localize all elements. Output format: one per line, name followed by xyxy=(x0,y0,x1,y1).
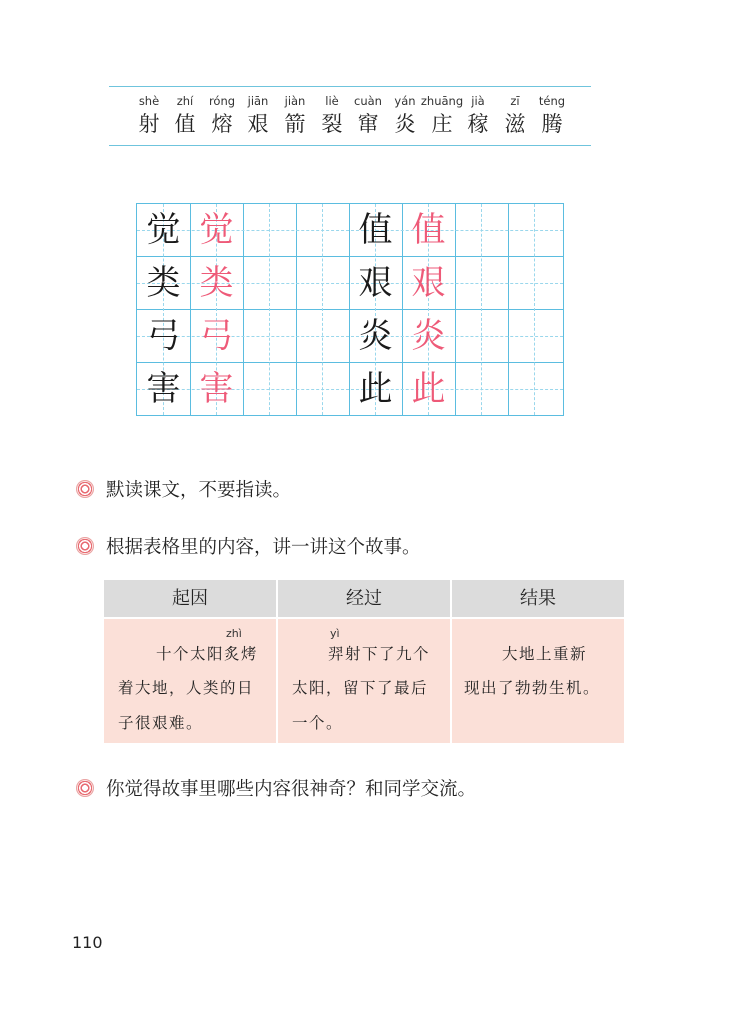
vocab-hanzi: 裂 xyxy=(321,112,343,136)
vocab-pinyin: jià xyxy=(471,94,485,108)
table-header-process: 经过 xyxy=(278,580,450,617)
cell-line: 太阳，留下了最后 xyxy=(292,679,429,697)
cell-line: 子很艰难。 xyxy=(118,714,204,732)
grid-trace-char: 艰 xyxy=(411,263,446,303)
grid-model-char: 炎 xyxy=(358,316,393,356)
grid-col-line xyxy=(243,204,244,415)
grid-model-char: 觉 xyxy=(146,210,181,250)
vocabulary-list xyxy=(131,92,571,138)
grid-col-line xyxy=(508,204,509,415)
task-retell xyxy=(76,532,421,560)
vocab-pinyin: zhuāng xyxy=(420,94,464,108)
grid-model-char: 害 xyxy=(146,369,181,409)
task-silent-read xyxy=(76,475,291,503)
table-header-cause: 起因 xyxy=(104,580,276,617)
vocab-pinyin: yán xyxy=(394,94,416,108)
cell-line: 现出了勃勃生机。 xyxy=(464,679,601,697)
vocab-pinyin: jiàn xyxy=(284,94,306,108)
vocab-hanzi: 庄 xyxy=(431,112,453,136)
grid-trace-char: 害 xyxy=(199,369,234,409)
vocab-hanzi: 腾 xyxy=(541,112,563,136)
ruby-annotation: yì xyxy=(330,627,340,640)
vocab-hanzi: 箭 xyxy=(284,112,306,136)
grid-trace-char: 类 xyxy=(199,263,234,303)
vocab-hanzi: 滋 xyxy=(504,112,526,136)
vocab-hanzi: 稼 xyxy=(467,112,489,136)
grid-guide xyxy=(322,204,323,415)
grid-trace-char: 炎 xyxy=(411,316,446,356)
vocab-pinyin: cuàn xyxy=(354,94,382,108)
ruby-annotation: zhì xyxy=(226,627,242,640)
story-table xyxy=(104,580,624,743)
vocab-pinyin: zhí xyxy=(176,94,194,108)
target-bullet-icon xyxy=(76,779,94,797)
grid-col-line xyxy=(455,204,456,415)
grid-col-line xyxy=(296,204,297,415)
task-text: 你觉得故事里哪些内容很神奇？和同学交流。 xyxy=(106,779,477,800)
vocab-hanzi: 窜 xyxy=(357,112,379,136)
cell-line: 一个。 xyxy=(292,714,344,732)
grid-model-char: 值 xyxy=(358,210,393,250)
grid-guide xyxy=(269,204,270,415)
cell-line: 着大地，人类的日 xyxy=(118,679,255,697)
vocab-pinyin: téng xyxy=(538,94,566,108)
vocab-pinyin: liè xyxy=(325,94,339,108)
vocab-hanzi: 炎 xyxy=(394,112,416,136)
task-text: 根据表格里的内容，讲一讲这个故事。 xyxy=(106,537,421,558)
table-header-result: 结果 xyxy=(452,580,624,617)
vocab-pinyin: shè xyxy=(138,94,160,108)
grid-guide xyxy=(534,204,535,415)
vocab-pinyin: róng xyxy=(208,94,236,108)
grid-trace-char: 值 xyxy=(411,210,446,250)
grid-guide xyxy=(481,204,482,415)
vocab-pinyin: jiān xyxy=(247,94,269,108)
vocab-hanzi: 熔 xyxy=(211,112,233,136)
vocab-hanzi: 射 xyxy=(138,112,160,136)
vocab-pinyin: zī xyxy=(510,94,520,108)
vocab-top-rule xyxy=(109,86,591,87)
grid-model-char: 此 xyxy=(358,369,393,409)
grid-model-char: 弓 xyxy=(146,316,181,356)
grid-trace-char: 觉 xyxy=(199,210,234,250)
vocab-hanzi: 值 xyxy=(174,112,196,136)
vocab-hanzi: 艰 xyxy=(247,112,269,136)
task-text: 默读课文，不要指读。 xyxy=(106,480,292,501)
target-bullet-icon xyxy=(76,537,94,555)
cell-line: 十个太阳炙烤 xyxy=(156,645,259,663)
grid-model-char: 类 xyxy=(146,263,181,303)
writing-grid xyxy=(136,203,564,416)
cell-line: 大地上重新 xyxy=(502,645,588,663)
grid-model-char: 艰 xyxy=(358,263,393,303)
vocab-bottom-rule xyxy=(109,145,591,146)
page-number: 110 xyxy=(72,933,103,952)
grid-trace-char: 弓 xyxy=(199,316,234,356)
task-discuss xyxy=(76,774,476,802)
target-bullet-icon xyxy=(76,480,94,498)
cell-line: 羿射下了九个 xyxy=(328,645,431,663)
grid-trace-char: 此 xyxy=(411,369,446,409)
